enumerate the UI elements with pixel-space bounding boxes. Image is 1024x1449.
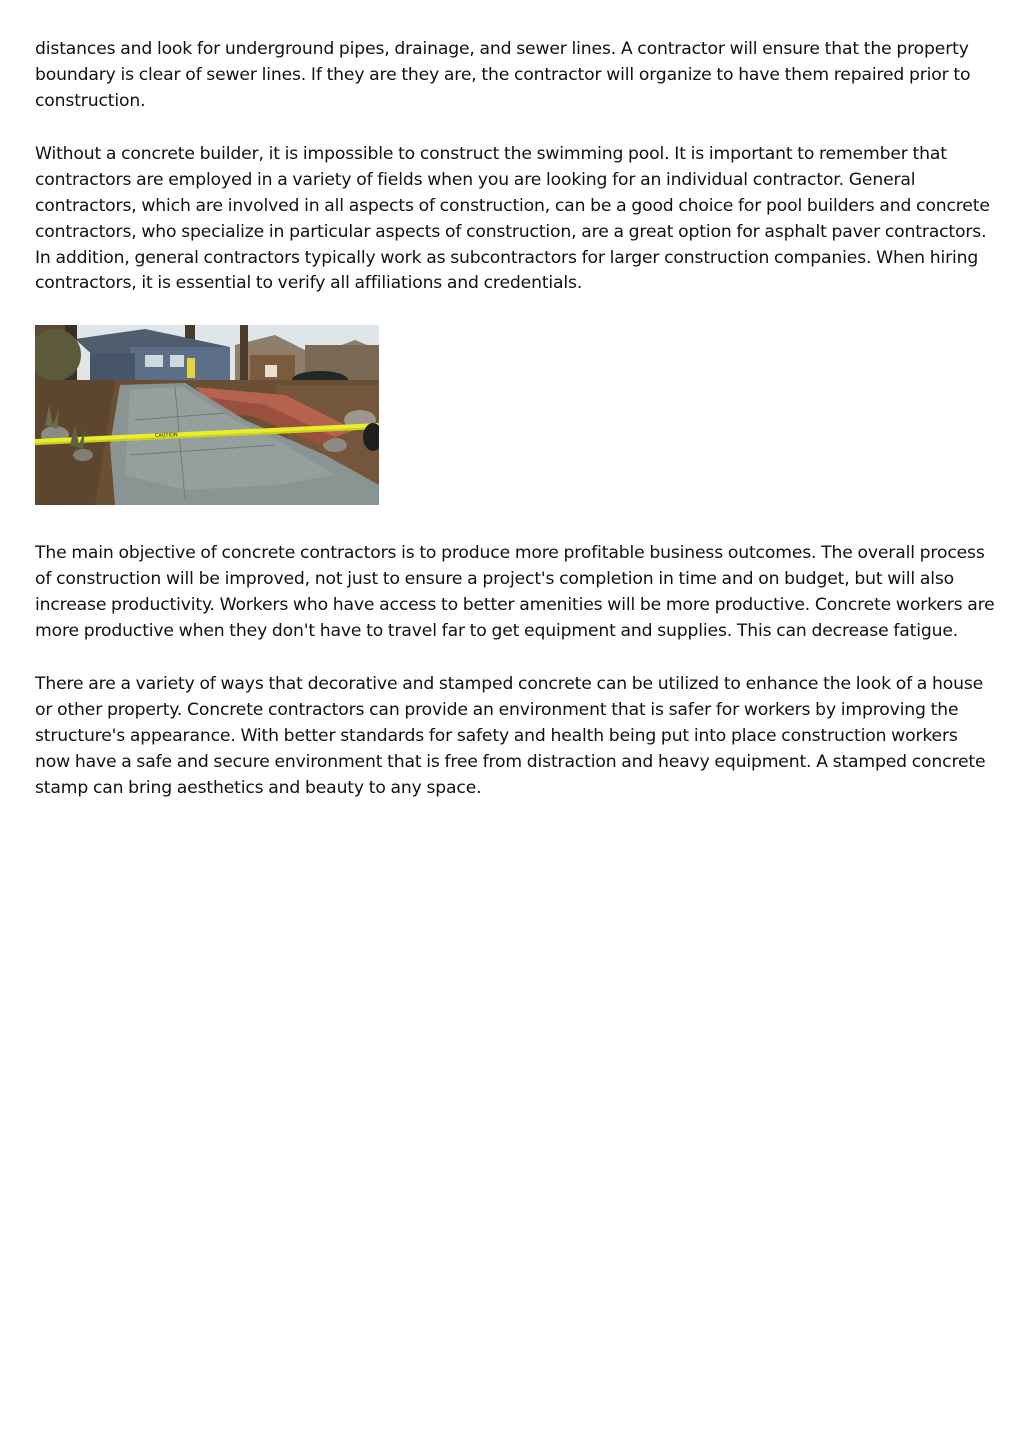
paragraph-decorative-concrete: There are a variety of ways that decorative and stamped concrete can be utilized to enhance the look of a house or other property. Concrete contractors can provide an environment that is safer for workers by improving the structure's appearance. With better standards for safety and health being put into place construction workers now have a safe and secure environment that is free from distraction and heavy equipment. A stamped concrete stamp can bring aesthetics and beauty to any space. xyxy=(35,674,986,798)
paragraph-concrete-builder: Without a concrete builder, it is impossible to construct the swimming pool. It is important to remember that contractors are employed in a variety of fields when you are looking for an individual contractor. General contractors, which are involved in all aspects of construction, can be a good choice for pool builders and concrete contractors, who specialize in particular aspects of construction, are a great option for asphalt paver contractors. In addition, general contractors typically work as subcontractors for larger construction companies. When hiring contractors, it is essential to verify all affiliations and credentials. xyxy=(35,144,990,294)
paragraph-sewer-lines: distances and look for underground pipes, drainage, and sewer lines. A contractor will ensure that the property boundary is clear of sewer lines. If they are they are, the contractor will organize to have them repaired prior to construction. xyxy=(35,39,971,111)
driveway-photo-illustration xyxy=(35,325,379,505)
paragraph-main-objective: The main objective of concrete contractors is to produce more profitable business outcomes. The overall process of construction will be improved, not just to ensure a project's completion in time and on budget, but will also increase productivity. Workers who have access to better amenities will be more productive. Concrete workers are more productive when they don't have to travel far to get equipment and supplies. This can decrease fatigue. xyxy=(35,543,995,641)
caution-tape-text: CAUTION xyxy=(154,432,178,440)
driveway-photo xyxy=(35,325,379,505)
document-page xyxy=(35,37,995,829)
